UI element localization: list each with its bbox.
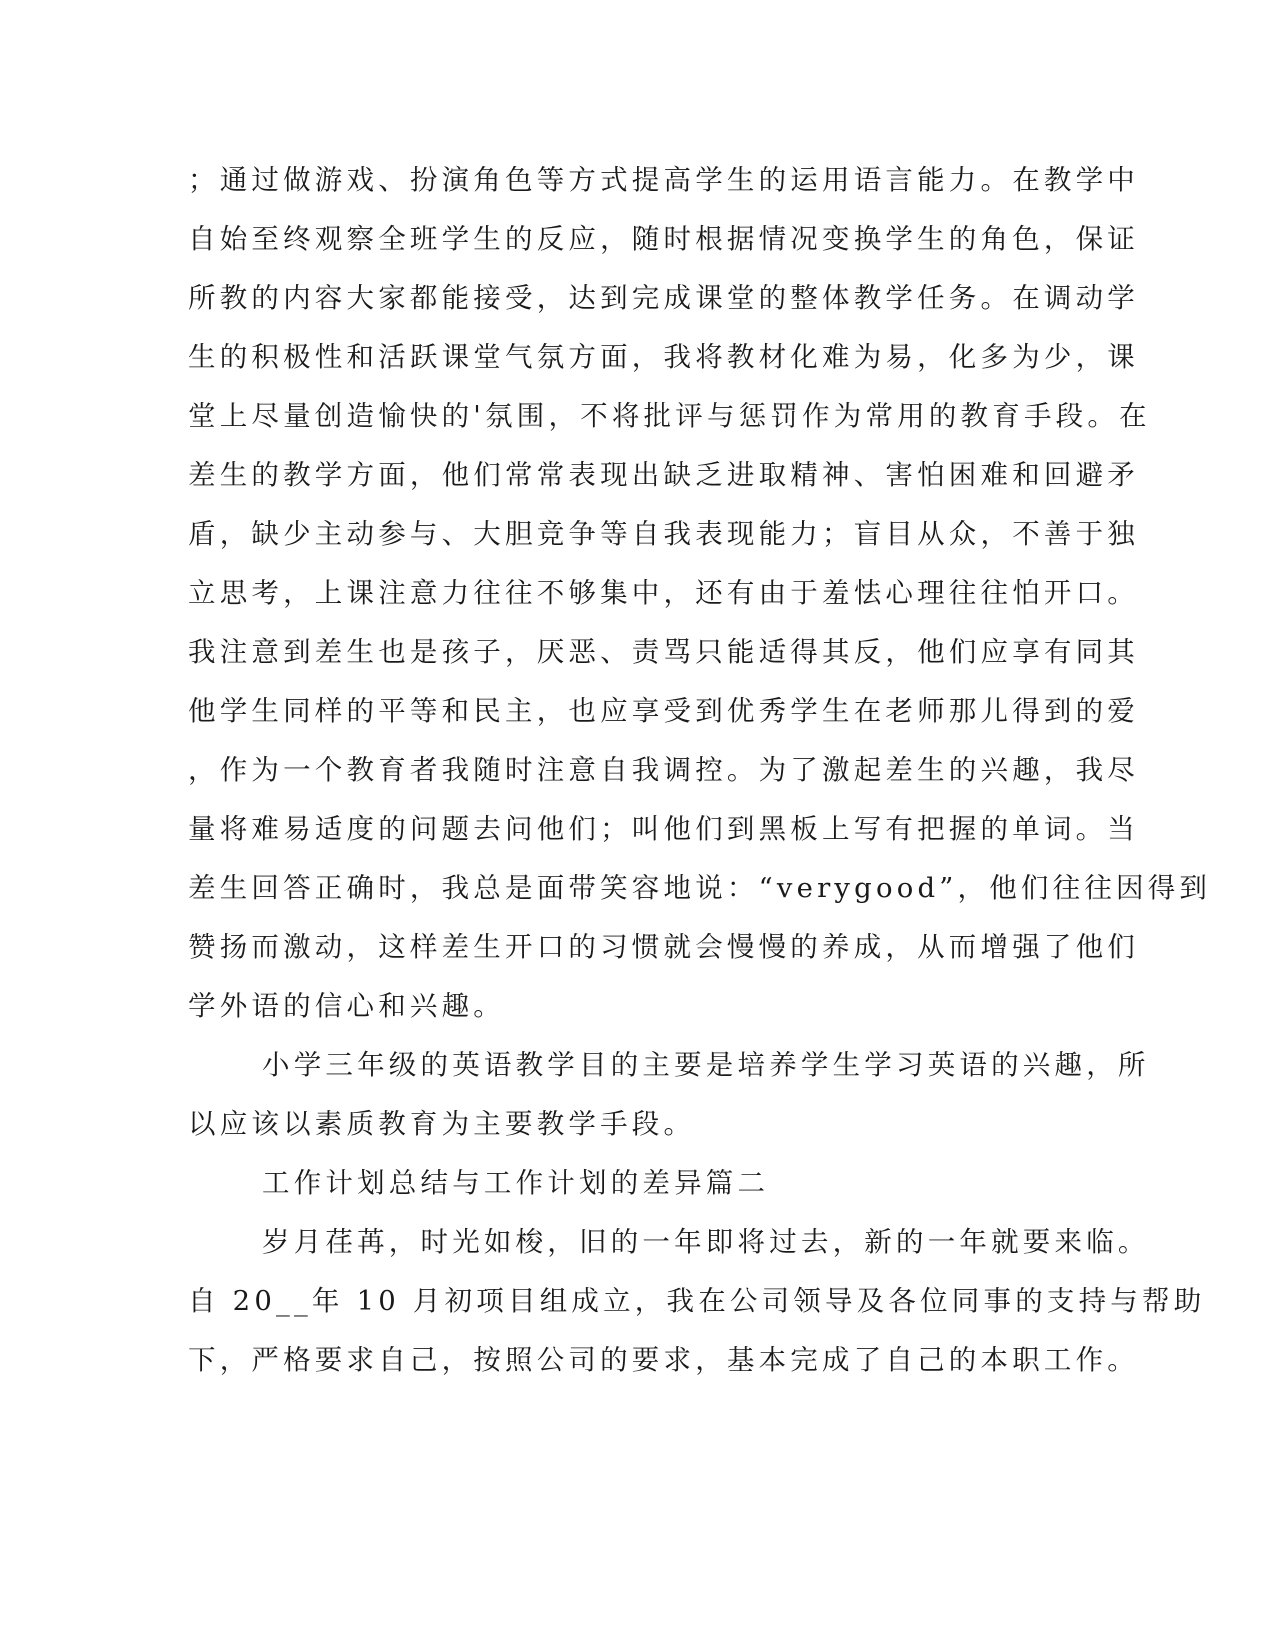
paragraph-line: 量将难易适度的问题去问他们；叫他们到黑板上写有把握的单词。当 <box>188 813 1139 845</box>
paragraph-line: 盾，缺少主动参与、大胆竞争等自我表现能力；盲目从众，不善于独 <box>188 518 1139 550</box>
paragraph-line: 自 20__年 10 月初项目组成立，我在公司领导及各位同事的支持与帮助 <box>188 1285 1206 1317</box>
paragraph-line: 差生回答正确时，我总是面带笑容地说：“verygood”，他们往往因得到 <box>188 872 1212 904</box>
paragraph-line: 立思考，上课注意力往往不够集中，还有由于羞怯心理往往怕开口。 <box>188 577 1139 609</box>
paragraph-line: 他学生同样的平等和民主，也应享受到优秀学生在老师那儿得到的爱 <box>188 695 1139 727</box>
paragraph-line: 岁月荏苒，时光如梭，旧的一年即将过去，新的一年就要来临。 <box>262 1226 1150 1258</box>
paragraph-line: 生的积极性和活跃课堂气氛方面，我将教材化难为易，化多为少，课 <box>188 341 1139 373</box>
paragraph-line: ，作为一个教育者我随时注意自我调控。为了激起差生的兴趣，我尽 <box>188 754 1139 786</box>
paragraph-line: ；通过做游戏、扮演角色等方式提高学生的运用语言能力。在教学中 <box>188 164 1139 196</box>
paragraph-line: 学外语的信心和兴趣。 <box>188 990 505 1022</box>
paragraph-line: 所教的内容大家都能接受，达到完成课堂的整体教学任务。在调动学 <box>188 282 1139 314</box>
paragraph-line: 堂上尽量创造愉快的'氛围，不将批评与惩罚作为常用的教育手段。在 <box>188 400 1151 432</box>
paragraph-line: 自始至终观察全班学生的反应，随时根据情况变换学生的角色，保证 <box>188 223 1139 255</box>
paragraph-line: 我注意到差生也是孩子，厌恶、责骂只能适得其反，他们应享有同其 <box>188 636 1139 668</box>
paragraph-line: 赞扬而激动，这样差生开口的习惯就会慢慢的养成，从而增强了他们 <box>188 931 1139 963</box>
paragraph-line: 下，严格要求自己，按照公司的要求，基本完成了自己的本职工作。 <box>188 1344 1139 1376</box>
paragraph-line: 小学三年级的英语教学目的主要是培养学生学习英语的兴趣，所 <box>262 1049 1150 1081</box>
section-heading: 工作计划总结与工作计划的差异篇二 <box>262 1167 770 1199</box>
paragraph-line: 以应该以素质教育为主要教学手段。 <box>188 1108 696 1140</box>
paragraph-line: 差生的教学方面，他们常常表现出缺乏进取精神、害怕困难和回避矛 <box>188 459 1139 491</box>
